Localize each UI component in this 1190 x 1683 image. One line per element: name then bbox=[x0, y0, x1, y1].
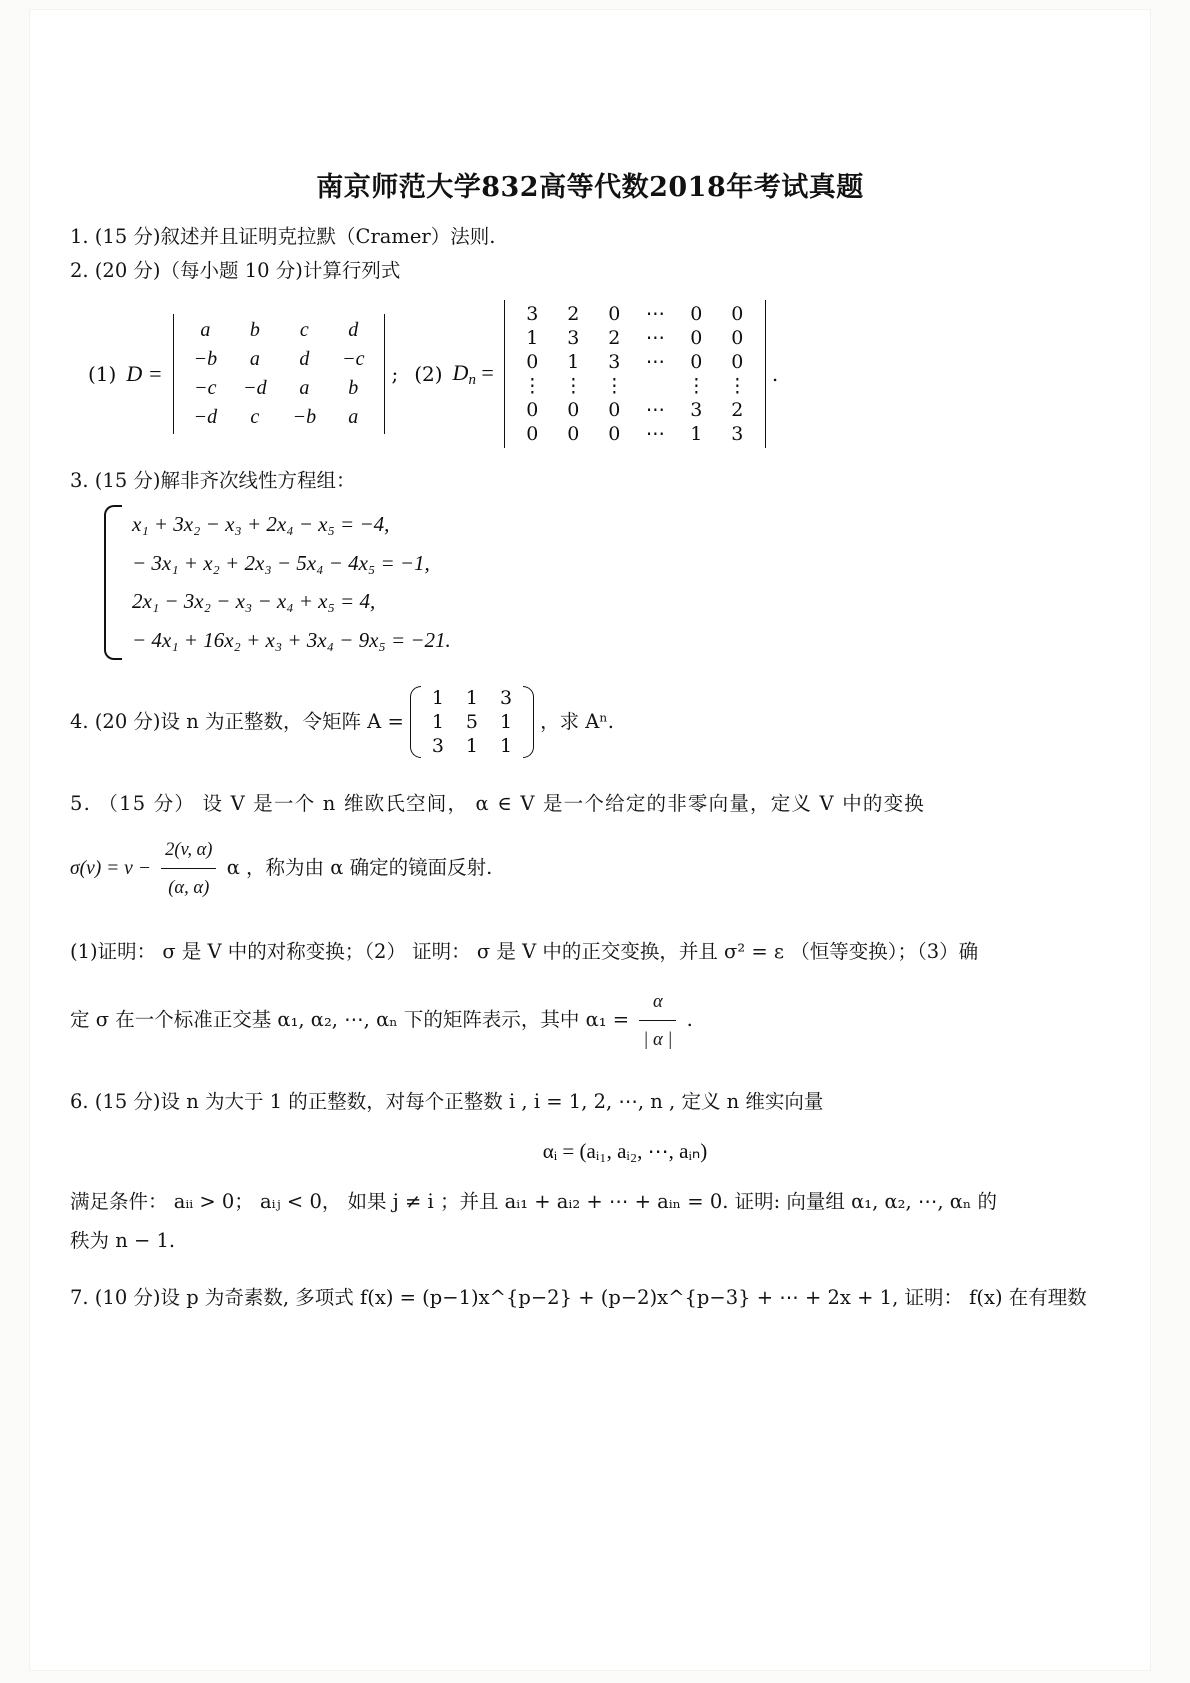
matrix-a4 bbox=[421, 686, 523, 758]
cell: ⋯ bbox=[645, 399, 665, 422]
cell: −b bbox=[193, 348, 218, 371]
cell: ⋯ bbox=[645, 351, 665, 374]
cell: 0 bbox=[526, 423, 539, 446]
equation-system-q3 bbox=[104, 505, 1180, 660]
determinant-2 bbox=[504, 300, 766, 448]
fraction-alpha-norm bbox=[639, 983, 676, 1058]
cell: ⋮ bbox=[604, 375, 624, 398]
cell: a bbox=[348, 406, 359, 429]
question-6-vector-def: αᵢ = (aᵢ₁, aᵢ₂, ⋯, aᵢₙ) bbox=[542, 1139, 708, 1164]
cell: 3 bbox=[608, 351, 621, 374]
cell: 0 bbox=[526, 351, 539, 374]
cell: ⋮ bbox=[686, 375, 706, 398]
cell: 0 bbox=[608, 423, 621, 446]
paper-sheet bbox=[30, 10, 1150, 1670]
question-4-text-a: 4. (20 分)设 n 为正整数，令矩阵 A = bbox=[70, 709, 404, 733]
cell: ⋮ bbox=[727, 375, 747, 398]
question-5-line-3: (1)证明： σ 是 V 中的对称变换；（2） 证明： σ 是 V 中的正交变换，并且 σ² = ε （恒等变换）；（3）确 bbox=[70, 940, 979, 964]
cell: 5 bbox=[465, 711, 478, 734]
cell: 0 bbox=[690, 351, 703, 374]
cell: a bbox=[299, 377, 310, 400]
cell: 0 bbox=[731, 327, 744, 350]
cell: −d bbox=[193, 406, 218, 429]
cell: a bbox=[249, 348, 260, 371]
cell: 1 bbox=[431, 687, 444, 710]
cell: b bbox=[249, 319, 260, 342]
cell: ⋯ bbox=[645, 327, 665, 350]
determinant-1 bbox=[173, 314, 386, 434]
cell: 2 bbox=[567, 303, 580, 326]
equation-line: x₁ + 3x₂ − x₃ + 2x₄ − x₅ = −4, bbox=[132, 511, 390, 536]
cell: 0 bbox=[526, 399, 539, 422]
sigma-definition-lhs: σ(v) = v − bbox=[70, 858, 151, 880]
cell: 1 bbox=[431, 711, 444, 734]
cell: d bbox=[348, 319, 359, 342]
q2-separator: ; bbox=[391, 362, 399, 387]
cell: 1 bbox=[465, 687, 478, 710]
cell: d bbox=[299, 348, 310, 371]
cell: 1 bbox=[567, 351, 580, 374]
dn-letter: D bbox=[452, 359, 469, 385]
fraction-denominator: (α, α) bbox=[168, 877, 210, 899]
q2-label-2: (2) bbox=[414, 362, 443, 387]
cell: −c bbox=[342, 348, 365, 371]
cell: −c bbox=[194, 377, 217, 400]
cell: −b bbox=[292, 406, 317, 429]
question-5-line-2 bbox=[70, 831, 1180, 906]
cell: 3 bbox=[731, 423, 744, 446]
cell: c bbox=[250, 406, 260, 429]
determinant-row bbox=[88, 300, 1180, 448]
cell: a bbox=[200, 319, 211, 342]
q2-det-name-1: D = bbox=[126, 361, 163, 387]
equation-line: − 3x₁ + x₂ + 2x₃ − 5x₄ − 4x₅ = −1, bbox=[132, 550, 430, 575]
cell: ⋯ bbox=[645, 423, 665, 446]
fraction-2va-aa bbox=[161, 831, 216, 906]
fraction-numerator: α bbox=[639, 983, 676, 1021]
cell: 0 bbox=[608, 303, 621, 326]
cell: b bbox=[348, 377, 359, 400]
question-7: 7. (10 分)设 p 为奇素数, 多项式 f(x) = (p−1)x^{p−2} + (p−2)x^{p−3} + ⋯ + 2x + 1, 证明： f(x) 在有理数 bbox=[70, 1286, 1087, 1310]
question-2: 2. (20 分)（每小题 10 分)计算行列式 bbox=[70, 259, 401, 283]
q2-label-1: (1) bbox=[88, 362, 117, 387]
cell: 1 bbox=[690, 423, 703, 446]
fraction-numerator: 2(v, α) bbox=[161, 831, 216, 869]
cell: 3 bbox=[500, 687, 513, 710]
cell: ⋯ bbox=[645, 303, 665, 326]
exam-body bbox=[70, 222, 1180, 1317]
question-1: 1. (15 分)叙述并且证明克拉默（Cramer）法则. bbox=[70, 225, 496, 248]
equation-line: − 4x₁ + 16x₂ + x₃ + 3x₄ − 9x₅ = −21. bbox=[132, 628, 451, 653]
cell: 1 bbox=[526, 327, 539, 350]
question-4 bbox=[70, 686, 1180, 758]
cell: 0 bbox=[567, 423, 580, 446]
cell: 3 bbox=[567, 327, 580, 350]
question-3: 3. (15 分)解非齐次线性方程组： bbox=[70, 469, 356, 493]
cell: 3 bbox=[526, 303, 539, 326]
question-6-line-2: 满足条件： aᵢᵢ > 0； aᵢⱼ < 0， 如果 j ≠ i ；并且 aᵢ₁ + aᵢ₂ + ⋯ + aᵢₙ = 0. 证明: 向量组 α₁, α₂, ⋯, αₙ 的 bbox=[70, 1190, 998, 1214]
cell: 0 bbox=[608, 399, 621, 422]
cell: 3 bbox=[431, 735, 444, 758]
left-brace bbox=[104, 505, 122, 660]
q2-det-name-2 bbox=[449, 360, 498, 389]
dn-subscript: n bbox=[468, 372, 476, 389]
cell: −d bbox=[243, 377, 267, 400]
cell: ⋮ bbox=[563, 375, 583, 398]
cell: 2 bbox=[608, 327, 621, 350]
question-5-line-1: 5. （15 分） 设 V 是一个 n 维欧氏空间， α ∈ V 是一个给定的非零向量，定义 V 中的变换 bbox=[70, 792, 926, 816]
fraction-denominator: | α | bbox=[643, 1029, 673, 1051]
question-6-line-3: 秩为 n − 1. bbox=[70, 1229, 176, 1253]
cell: 0 bbox=[567, 399, 580, 422]
question-5-line-4-a: 定 σ 在一个标准正交基 α₁, α₂, ⋯, αₙ 下的矩阵表示，其中 α₁ = bbox=[70, 1008, 630, 1032]
matrix-a4-paren bbox=[410, 686, 534, 758]
cell: ⋮ bbox=[522, 375, 542, 398]
sigma-definition-rhs: α ，称为由 α 确定的镜面反射. bbox=[226, 856, 493, 880]
cell: 1 bbox=[500, 735, 513, 758]
question-6-line-1: 6. (15 分)设 n 为大于 1 的正整数，对每个正整数 i , i = 1, 2, ⋯, n , 定义 n 维实向量 bbox=[70, 1090, 824, 1114]
dn-equals: = bbox=[481, 359, 494, 385]
cell: 0 bbox=[731, 351, 744, 374]
cell: 0 bbox=[690, 303, 703, 326]
cell: 3 bbox=[690, 399, 703, 422]
cell: 0 bbox=[731, 303, 744, 326]
equation-line: 2x₁ − 3x₂ − x₃ − x₄ + x₅ = 4, bbox=[132, 589, 376, 614]
equation-lines bbox=[132, 505, 451, 660]
cell: 2 bbox=[731, 399, 744, 422]
page-title: 南京师范大学832高等代数2018年考试真题 bbox=[316, 172, 864, 203]
cell: 1 bbox=[465, 735, 478, 758]
question-5-line-4-b: . bbox=[686, 1008, 693, 1032]
cell: 0 bbox=[690, 327, 703, 350]
question-5-line-4 bbox=[70, 983, 1180, 1058]
matrix-d1 bbox=[181, 316, 378, 432]
cell bbox=[635, 374, 676, 398]
q2-period: . bbox=[771, 362, 779, 387]
question-4-text-b: ，求 Aⁿ. bbox=[540, 709, 615, 733]
cell: 1 bbox=[500, 711, 513, 734]
matrix-dn bbox=[512, 302, 758, 446]
cell: c bbox=[299, 319, 309, 342]
